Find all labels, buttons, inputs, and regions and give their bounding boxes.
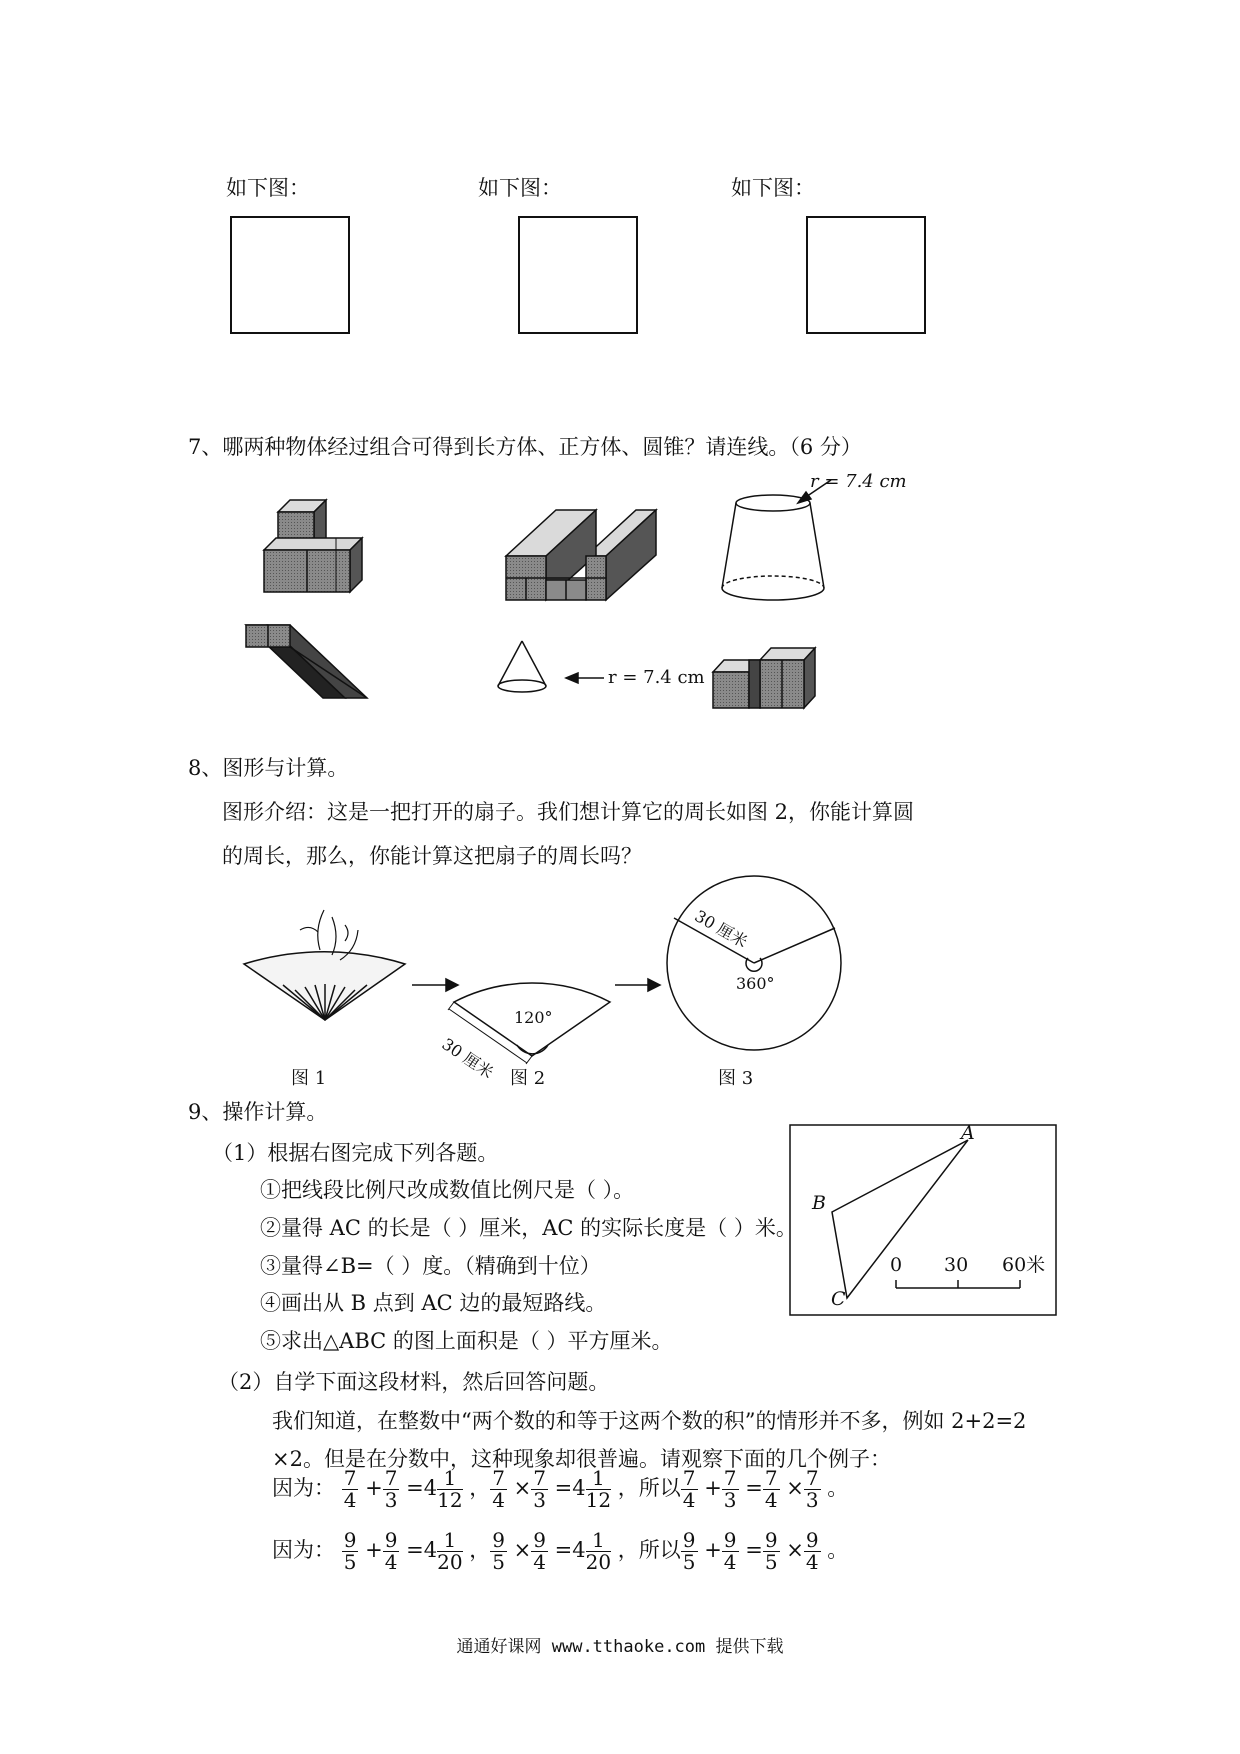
long-bars-figure xyxy=(506,510,656,600)
fraction: $\frac{7}{3}$ xyxy=(384,1466,398,1512)
fig3-radius-label: 30 厘米 xyxy=(691,906,751,952)
triangle-diagram xyxy=(790,1122,1056,1315)
fraction: $\frac{1}{20}$ xyxy=(437,1528,463,1574)
q9-item5: ⑤求出△ABC 的图上面积是（ ）平方厘米。 xyxy=(260,1329,673,1353)
q8-line2: 的周长，那么，你能计算这把扇子的周长吗？ xyxy=(222,844,642,868)
fan-figure-1 xyxy=(244,910,458,1020)
fig2-angle-label: 120° xyxy=(514,1008,553,1027)
because-label: 因为： xyxy=(272,1538,335,1562)
so-label: ，所以 xyxy=(617,1476,681,1500)
frustum-radius-label: r = 7.4 cm xyxy=(810,471,907,492)
q9-para2: ×2。但是在分数中，这种现象却很普遍。请观察下面的几个例子： xyxy=(272,1447,891,1471)
cube-pair-figure xyxy=(713,648,815,708)
fraction: $\frac{1}{12}$ xyxy=(437,1466,463,1512)
label-as-shown-3: 如下图： xyxy=(731,176,815,200)
q7-title: 7、哪两种物体经过组合可得到长方体、正方体、圆锥？请连线。（6 分） xyxy=(188,435,862,459)
fraction: $\frac{7}{4}$ xyxy=(682,1466,696,1512)
so-label: ，所以 xyxy=(617,1538,681,1562)
sector-figure-2 xyxy=(448,979,660,1064)
because-label: 因为： xyxy=(272,1476,335,1500)
circle-figure-3 xyxy=(667,876,841,1050)
fraction: $\frac{9}{4}$ xyxy=(533,1528,546,1574)
label-as-shown-2: 如下图： xyxy=(478,176,562,200)
vertex-c-label: C xyxy=(831,1288,846,1310)
fraction: $\frac{7}{3}$ xyxy=(533,1466,546,1512)
fraction: $\frac{9}{5}$ xyxy=(492,1528,505,1574)
fig2-caption: 图 2 xyxy=(510,1068,546,1089)
fraction: $\frac{7}{3}$ xyxy=(805,1466,819,1512)
q9-item2: ②量得 AC 的长是（ ）厘米，AC 的实际长度是（ ）米。 xyxy=(260,1216,797,1240)
slanted-bar-figure xyxy=(246,625,367,698)
fig1-caption: 图 1 xyxy=(291,1068,327,1089)
page-footer: 通通好课网 www.tthaoke.com 提供下载 xyxy=(456,1637,784,1657)
cone-figure xyxy=(498,641,604,692)
label-as-shown-1: 如下图： xyxy=(226,176,310,200)
fraction: $\frac{7}{4}$ xyxy=(764,1466,778,1512)
fraction: $\frac{9}{4}$ xyxy=(723,1528,737,1574)
example-2: 因为： $\frac{9}{5}$ + $\frac{9}{4}$ =4 $\frac{1}{20}$ ， $\frac{9}{5}$ × $\frac{9}{4}$ =4 $\frac{1}{20}$ ，所以 $\frac{9}{5}$ + $\frac{9}{4}$ = $\frac{9}{5}$ × $\frac{9}{4}$ 。 xyxy=(272,1528,849,1574)
q9-item3: ③量得∠B=（ ）度。（精确到十位） xyxy=(260,1254,601,1278)
frustum-figure xyxy=(722,480,831,600)
fig3-caption: 图 3 xyxy=(718,1068,754,1089)
q9-title: 9、操作计算。 xyxy=(188,1100,328,1124)
q8-line1: 图形介绍：这是一把打开的扇子。我们想计算它的周长如图 2，你能计算圆 xyxy=(222,800,915,824)
fraction: $\frac{7}{4}$ xyxy=(343,1466,357,1512)
q9-item4: ④画出从 B 点到 AC 边的最短路线。 xyxy=(260,1291,607,1315)
cube-stack-figure xyxy=(264,500,362,592)
scale-60-label: 60米 xyxy=(1002,1254,1046,1276)
vertex-a-label: A xyxy=(961,1122,975,1144)
q9-item1: ①把线段比例尺改成数值比例尺是（ ）。 xyxy=(260,1178,635,1202)
fraction: $\frac{1}{20}$ xyxy=(585,1528,612,1574)
q8-title: 8、图形与计算。 xyxy=(188,756,349,780)
fraction: $\frac{1}{12}$ xyxy=(585,1466,612,1512)
scale-30-label: 30 xyxy=(944,1254,969,1276)
fraction: $\frac{7}{4}$ xyxy=(492,1466,505,1512)
fraction: $\frac{9}{4}$ xyxy=(384,1528,398,1574)
fraction: $\frac{9}{4}$ xyxy=(805,1528,819,1574)
fig2-radius-label: 30 厘米 xyxy=(438,1034,497,1083)
fraction: $\frac{9}{5}$ xyxy=(343,1528,357,1574)
fig3-angle-label: 360° xyxy=(736,974,775,993)
fraction: $\frac{9}{5}$ xyxy=(682,1528,696,1574)
q9-part2: （2）自学下面这段材料，然后回答问题。 xyxy=(218,1370,610,1394)
q9-part1: （1）根据右图完成下列各题。 xyxy=(212,1141,499,1165)
vertex-b-label: B xyxy=(812,1192,826,1214)
scale-0-label: 0 xyxy=(890,1254,903,1276)
cone-radius-label: r = 7.4 cm xyxy=(608,667,705,688)
fraction: $\frac{9}{5}$ xyxy=(764,1528,778,1574)
example-1: 因为： $\frac{7}{4}$ + $\frac{7}{3}$ =4 $\frac{1}{12}$ ， $\frac{7}{4}$ × $\frac{7}{3}$ =4 $\frac{1}{12}$ ，所以 $\frac{7}{4}$ + $\frac{7}{3}$ = $\frac{7}{4}$ × $\frac{7}{3}$ 。 xyxy=(272,1466,849,1512)
q9-para1: 我们知道，在整数中“两个数的和等于这两个数的积”的情形并不多，例如 2+2=2 xyxy=(272,1409,1027,1433)
fraction: $\frac{7}{3}$ xyxy=(723,1466,737,1512)
